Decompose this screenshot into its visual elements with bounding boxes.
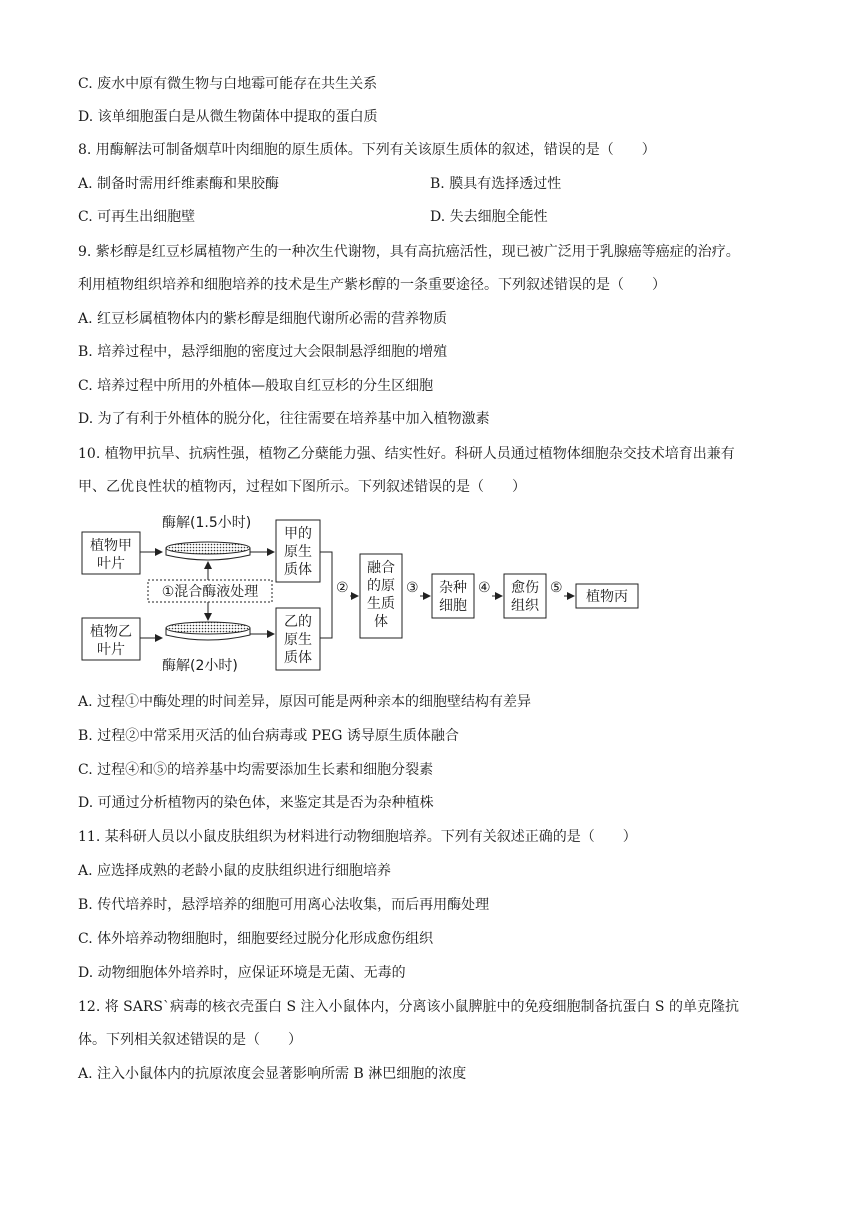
plant-b-label-1: 植物乙 bbox=[90, 624, 132, 640]
step-3-label: ③ bbox=[406, 580, 419, 596]
q8-option-d: D. 失去细胞全能性 bbox=[430, 209, 548, 225]
q11-option-c: C. 体外培养动物细胞时，细胞要经过脱分化形成愈伤组织 bbox=[78, 931, 434, 947]
protoplast-a-label-1: 甲的 bbox=[284, 526, 312, 542]
q10-option-b: B. 过程②中常采用灭活的仙台病毒或 PEG 诱导原生质体融合 bbox=[78, 728, 459, 744]
plant-a-label-1: 植物甲 bbox=[90, 538, 132, 554]
enzyme-b-label: 酶解(2小时) bbox=[162, 658, 238, 674]
q8-stem: 8. 用酶解法可制备烟草叶肉细胞的原生质体。下列有关该原生质体的叙述，错误的是（ ） bbox=[78, 142, 656, 158]
q8-option-b: B. 膜具有选择透过性 bbox=[430, 176, 562, 192]
q11-option-b: B. 传代培养时，悬浮培养的细胞可用离心法收集，而后再用酶处理 bbox=[78, 897, 490, 913]
step-2-label: ② bbox=[336, 580, 349, 596]
hybrid-label-1: 杂种 bbox=[439, 580, 467, 596]
fused-label-3: 生质 bbox=[367, 596, 395, 612]
plant-a-label-2: 叶片 bbox=[97, 556, 125, 572]
protoplast-b-label-3: 质体 bbox=[284, 650, 312, 666]
step-4-label: ④ bbox=[478, 580, 491, 596]
q11-stem: 11. 某科研人员以小鼠皮肤组织为材料进行动物细胞培养。下列有关叙述正确的是（ ） bbox=[78, 829, 637, 845]
plant-c-label: 植物丙 bbox=[586, 589, 628, 605]
q8-option-c: C. 可再生出细胞壁 bbox=[78, 209, 196, 225]
enzyme-a-label: 酶解(1.5小时) bbox=[162, 515, 252, 531]
callus-label-1: 愈伤 bbox=[511, 580, 539, 596]
hybridization-flow-diagram bbox=[78, 510, 658, 680]
fused-label-4: 体 bbox=[374, 614, 388, 630]
step-5-label: ⑤ bbox=[550, 580, 563, 596]
q12-option-a: A. 注入小鼠体内的抗原浓度会显著影响所需 B 淋巴细胞的浓度 bbox=[78, 1066, 467, 1082]
fused-label-2: 的原 bbox=[367, 578, 395, 594]
q7-option-d: D. 该单细胞蛋白是从微生物菌体中提取的蛋白质 bbox=[78, 109, 378, 125]
q10-stem-2: 甲、乙优良性状的植物丙，过程如下图所示。下列叙述错误的是（ ） bbox=[78, 479, 526, 495]
protoplast-a-label-3: 质体 bbox=[284, 562, 312, 578]
q10-option-d: D. 可通过分析植物丙的染色体，来鉴定其是否为杂种植株 bbox=[78, 795, 434, 811]
q9-option-d: D. 为了有利于外植体的脱分化，往往需要在培养基中加入植物激素 bbox=[78, 411, 490, 427]
q7-option-c: C. 废水中原有微生物与白地霉可能存在共生关系 bbox=[78, 76, 378, 92]
q8-option-a: A. 制备时需用纤维素酶和果胶酶 bbox=[78, 176, 280, 192]
q10-option-a: A. 过程①中酶处理的时间差异，原因可能是两种亲本的细胞壁结构有差异 bbox=[78, 694, 532, 710]
q9-stem-1: 9. 紫杉醇是红豆杉属植物产生的一种次生代谢物，具有高抗癌活性，现已被广泛用于乳腺癌等癌症的治疗。 bbox=[78, 244, 740, 260]
plant-b-label-2: 叶片 bbox=[97, 642, 125, 658]
q9-option-b: B. 培养过程中，悬浮细胞的密度过大会限制悬浮细胞的增殖 bbox=[78, 344, 448, 360]
q9-option-a: A. 红豆杉属植物体内的紫杉醇是细胞代谢所必需的营养物质 bbox=[78, 311, 448, 327]
mix-enzyme-label: ①混合酶液处理 bbox=[161, 584, 259, 600]
protoplast-b-label-2: 原生 bbox=[284, 632, 312, 648]
q9-option-c: C. 培养过程中所用的外植体—般取自红豆杉的分生区细胞 bbox=[78, 378, 434, 394]
protoplast-b-label-1: 乙的 bbox=[284, 614, 312, 630]
q12-stem-2: 体。下列相关叙述错误的是（ ） bbox=[78, 1032, 302, 1048]
dish-b-icon bbox=[166, 622, 250, 634]
dish-a-icon bbox=[166, 542, 250, 554]
q9-stem-2: 利用植物组织培养和细胞培养的技术是生产紫杉醇的一条重要途径。下列叙述错误的是（ ） bbox=[78, 277, 666, 293]
q11-option-d: D. 动物细胞体外培养时，应保证环境是无菌、无毒的 bbox=[78, 965, 406, 981]
q12-stem-1: 12. 将 SARS`病毒的核衣壳蛋白 S 注入小鼠体内，分离该小鼠脾脏中的免疫细胞制备抗蛋白 S 的单克隆抗 bbox=[78, 999, 739, 1015]
callus-label-2: 组织 bbox=[511, 598, 539, 614]
q11-option-a: A. 应选择成熟的老龄小鼠的皮肤组织进行细胞培养 bbox=[78, 863, 392, 879]
q10-option-c: C. 过程④和⑤的培养基中均需要添加生长素和细胞分裂素 bbox=[78, 762, 434, 778]
q10-stem-1: 10. 植物甲抗旱、抗病性强，植物乙分蘖能力强、结实性好。科研人员通过植物体细胞杂交技术培育出兼有 bbox=[78, 446, 735, 462]
protoplast-a-label-2: 原生 bbox=[284, 544, 312, 560]
hybrid-label-2: 细胞 bbox=[439, 598, 467, 614]
fused-label-1: 融合 bbox=[367, 560, 395, 576]
